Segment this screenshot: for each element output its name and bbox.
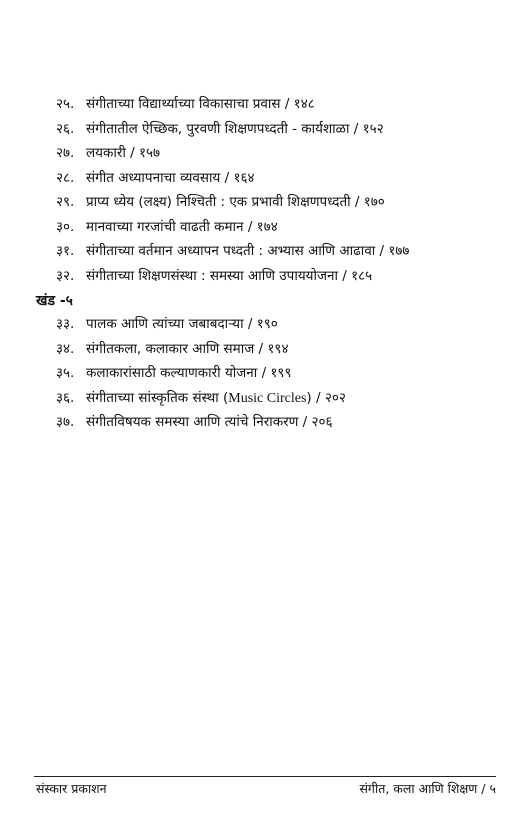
footer-publisher: संस्कार प्रकाशन <box>36 781 107 796</box>
toc-entry <box>56 361 496 386</box>
footer-divider <box>34 776 496 777</box>
toc-entry-title: प्राप्य ध्येय (लक्ष्य) निश्चिती : एक प्रभावी शिक्षणपध्दती / १७० <box>86 194 385 210</box>
toc-entry <box>56 117 496 142</box>
toc-entry-title: लयकारी / १५७ <box>86 145 161 161</box>
toc-entry <box>56 312 496 337</box>
toc-entry-number: ३५. <box>56 365 75 381</box>
toc-entry-title: संगीताच्या वर्तमान अध्यापन पध्दती : अभ्यास आणि आढावा / १७७ <box>86 243 410 259</box>
toc-entry-number: ३२. <box>56 267 75 284</box>
toc-entry-number: ३१. <box>56 243 75 259</box>
toc-list-part-1 <box>56 92 496 288</box>
toc-entry <box>56 239 496 264</box>
toc-entry-number: ३७. <box>56 414 75 430</box>
toc-list-part-2 <box>56 312 496 435</box>
toc-entry-title-post: ) / २०२ <box>306 389 346 406</box>
toc-entry <box>56 190 496 215</box>
section-heading: खंड -५ <box>36 293 73 309</box>
toc-entry-title: संगीताच्या शिक्षणसंस्था : समस्या आणि उपाययोजना / १८५ <box>86 267 373 284</box>
toc-entry-title-pre: संगीताच्या सांस्कृतिक संस्था ( <box>86 389 229 406</box>
toc-entry <box>56 410 496 435</box>
toc-entry-title: पालक आणि त्यांच्या जबाबदाऱ्या / १९० <box>86 316 278 332</box>
toc-entry-number: ३४. <box>56 340 75 357</box>
toc-entry-number: २९. <box>56 194 75 210</box>
toc-entry <box>56 141 496 166</box>
toc-entry-number: २८. <box>56 169 75 186</box>
toc-entry <box>56 92 496 117</box>
toc-entry-title: संगीतविषयक समस्या आणि त्यांचे निराकरण / २०६ <box>86 414 333 430</box>
toc-entry-title: कलाकारांसाठी कल्याणकारी योजना / १९९ <box>86 365 292 381</box>
toc-entry <box>56 337 496 362</box>
toc-entry-title: मानवाच्या गरजांची वाढती कमान / १७४ <box>86 218 278 235</box>
toc-entry-title: संगीतातील ऐच्छिक, पुरवणी शिक्षणपध्दती - कार्यशाळा / १५२ <box>86 120 384 137</box>
toc-entry <box>56 386 496 411</box>
toc-entry-title: संगीताच्या विद्यार्थ्याच्या विकासाचा प्रवास / १४८ <box>86 96 315 112</box>
toc-entry-number: ३६. <box>56 389 75 406</box>
toc-entry-number: २७. <box>56 145 75 161</box>
toc-entry-title-latin: Music Circles <box>228 390 307 406</box>
footer-book-page: संगीत, कला आणि शिक्षण / ५ <box>359 781 496 796</box>
toc-entry-number: २६. <box>56 120 75 137</box>
toc-entry <box>56 215 496 240</box>
toc-entry-number: ३०. <box>56 218 75 235</box>
toc-entry-title: संगीत अध्यापनाचा व्यवसाय / १६४ <box>86 169 255 186</box>
toc-entry-title: संगीतकला, कलाकार आणि समाज / १९४ <box>86 340 289 357</box>
toc-entry-number: ३३. <box>56 316 75 332</box>
toc-entry-number: २५. <box>56 96 75 112</box>
toc-entry <box>56 166 496 191</box>
toc-entry <box>56 264 496 289</box>
